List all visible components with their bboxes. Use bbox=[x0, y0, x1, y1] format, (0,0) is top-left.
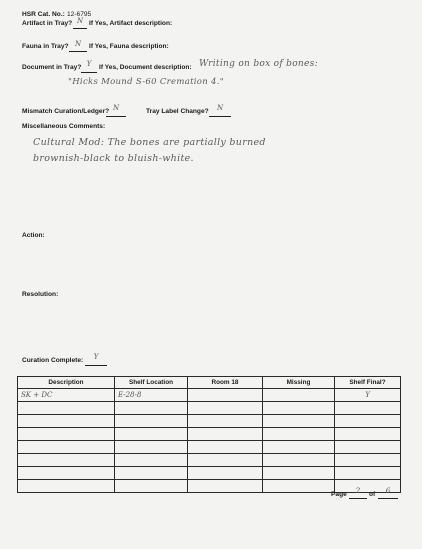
of-label: of bbox=[369, 491, 376, 498]
cell-shelf-location bbox=[115, 441, 188, 454]
misc-comment-line2: brownish-black to bluish-white. bbox=[33, 153, 194, 164]
fauna-underline bbox=[69, 51, 87, 52]
document-desc-line2: "Hicks Mound S-60 Cremation 4." bbox=[68, 77, 224, 87]
page-total-value: 6 bbox=[385, 487, 391, 495]
table-row bbox=[18, 428, 401, 441]
cell-missing bbox=[263, 415, 335, 428]
table-row bbox=[18, 402, 401, 415]
cell-description bbox=[18, 415, 115, 428]
cell-room-18 bbox=[188, 441, 263, 454]
cat-no-label: HSR Cat. No.: bbox=[22, 11, 65, 18]
tray-label-value: N bbox=[216, 104, 224, 112]
table-row bbox=[18, 415, 401, 428]
cell-room-18 bbox=[188, 454, 263, 467]
table-header-row bbox=[18, 377, 401, 389]
misc-comment-line1: Cultural Mod: The bones are partially burned bbox=[33, 137, 266, 148]
artifact-underline bbox=[73, 28, 87, 29]
col-header-missing: Missing bbox=[263, 377, 335, 389]
curation-underline bbox=[85, 365, 107, 366]
cell-missing bbox=[263, 467, 335, 480]
table-row bbox=[18, 441, 401, 454]
col-header-description: Description bbox=[18, 377, 115, 389]
cell-room-18 bbox=[188, 402, 263, 415]
cell-shelf-location bbox=[115, 428, 188, 441]
cell-missing bbox=[263, 480, 335, 493]
page-total-underline bbox=[378, 498, 398, 499]
cat-no-value: 12-6795 bbox=[67, 11, 92, 18]
cell-shelf-final bbox=[335, 467, 401, 480]
fauna-label: Fauna in Tray? bbox=[22, 43, 69, 50]
cell-description: SK + DC bbox=[18, 389, 115, 402]
cell-shelf-final bbox=[335, 428, 401, 441]
action-label: Action: bbox=[22, 232, 45, 239]
mismatch-underline bbox=[106, 116, 126, 117]
artifact-desc-label: If Yes, Artifact description: bbox=[89, 20, 173, 27]
mismatch-label: Mismatch Curation/Ledger? bbox=[22, 108, 110, 115]
cell-shelf-location bbox=[115, 402, 188, 415]
curation-value: Y bbox=[93, 353, 99, 361]
cell-shelf-location bbox=[115, 480, 188, 493]
cell-description bbox=[18, 454, 115, 467]
document-label: Document in Tray? bbox=[22, 64, 82, 71]
cell-missing bbox=[263, 428, 335, 441]
page-underline bbox=[349, 498, 367, 499]
cell-room-18 bbox=[188, 480, 263, 493]
cell-room-18 bbox=[188, 389, 263, 402]
cell-shelf-final: Y bbox=[335, 389, 401, 402]
page-label: Page bbox=[331, 491, 347, 498]
shelf-table bbox=[17, 376, 401, 493]
cell-shelf-location: E-28-8 bbox=[115, 389, 188, 402]
col-header-shelf-location: Shelf Location bbox=[115, 377, 188, 389]
document-underline bbox=[81, 72, 97, 73]
misc-comments-label: Miscellaneous Comments: bbox=[22, 123, 106, 130]
cell-description bbox=[18, 402, 115, 415]
table-row bbox=[18, 454, 401, 467]
mismatch-value: N bbox=[112, 104, 120, 112]
cell-shelf-location bbox=[115, 454, 188, 467]
document-desc-label: If Yes, Document description: bbox=[99, 64, 192, 71]
artifact-label: Artifact in Tray? bbox=[22, 20, 73, 27]
resolution-label: Resolution: bbox=[22, 291, 59, 298]
table-row bbox=[18, 389, 401, 402]
fauna-desc-label: If Yes, Fauna description: bbox=[89, 43, 169, 50]
cell-description bbox=[18, 467, 115, 480]
cell-description bbox=[18, 480, 115, 493]
tray-label-change-label: Tray Label Change? bbox=[146, 108, 209, 115]
curation-complete-label: Curation Complete: bbox=[22, 357, 84, 364]
document-desc-line1: Writing on box of bones: bbox=[199, 59, 318, 69]
col-header-room-18: Room 18 bbox=[188, 377, 263, 389]
cell-room-18 bbox=[188, 428, 263, 441]
cell-shelf-final bbox=[335, 441, 401, 454]
table-row bbox=[18, 467, 401, 480]
cell-description bbox=[18, 428, 115, 441]
cell-room-18 bbox=[188, 415, 263, 428]
fauna-value: N bbox=[74, 40, 82, 48]
cell-missing bbox=[263, 441, 335, 454]
col-header-shelf-final: Shelf Final? bbox=[335, 377, 401, 389]
cell-missing bbox=[263, 454, 335, 467]
cell-room-18 bbox=[188, 467, 263, 480]
cell-shelf-final bbox=[335, 402, 401, 415]
page-number-value: 2 bbox=[355, 487, 361, 495]
document-value: Y bbox=[86, 60, 92, 68]
artifact-value: N bbox=[76, 17, 84, 25]
tray-label-underline bbox=[209, 116, 231, 117]
cell-shelf-final bbox=[335, 415, 401, 428]
cell-shelf-location bbox=[115, 415, 188, 428]
cell-missing bbox=[263, 389, 335, 402]
cell-description bbox=[18, 441, 115, 454]
cell-shelf-location bbox=[115, 467, 188, 480]
cell-missing bbox=[263, 402, 335, 415]
cell-shelf-final bbox=[335, 454, 401, 467]
